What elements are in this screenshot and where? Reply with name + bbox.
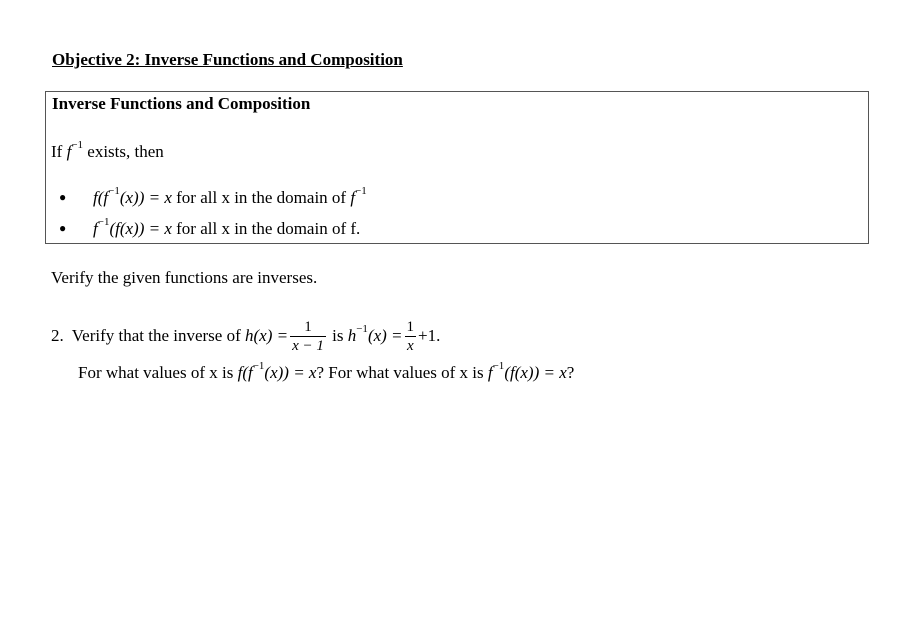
intro-fn: f: [66, 142, 72, 161]
question-part1: For what values of x is: [78, 363, 238, 382]
rule2-expr-right: (f(x)) = x: [109, 219, 172, 238]
box-title: Inverse Functions and Composition: [52, 94, 311, 113]
rule1-expr-left: f(f: [93, 188, 109, 207]
question-expr2-right: (f(x)) = x: [504, 363, 567, 382]
bullet-icon: ●: [59, 190, 67, 204]
hinv-fraction: [405, 320, 417, 354]
hinv-sup: −1: [356, 322, 368, 335]
question-expr2-left: f: [487, 363, 493, 382]
question-expr2-sup: −1: [492, 360, 505, 372]
rule2-expr-left: f: [93, 219, 98, 238]
question-expr1-left: f(f: [237, 363, 253, 382]
is-text: is: [327, 325, 348, 345]
h-fraction: [290, 320, 326, 354]
rule1-text: for all x in the domain of: [171, 188, 351, 207]
rule1-domain-sup: −1: [355, 185, 367, 197]
h-expr: h(x) =: [245, 325, 289, 345]
verify-heading: Verify the given functions are inverses.: [51, 268, 318, 287]
hinv-left: h: [347, 325, 357, 345]
rule1-expr-sup: −1: [108, 185, 120, 197]
intro-if: If: [51, 142, 63, 161]
problem-lead: Verify that the inverse of: [71, 325, 245, 345]
hinv-tail: +1.: [418, 325, 441, 345]
rule-1: [93, 185, 367, 208]
rule-2: [93, 216, 360, 239]
h-denominator: x − 1: [292, 338, 324, 354]
problem-number: 2.: [51, 325, 64, 345]
objective-title: Objective 2: Inverse Functions and Composition: [52, 50, 403, 69]
problem-question: [78, 360, 574, 383]
rule2-text: for all x in the domain of f.: [171, 219, 361, 238]
question-expr1-right: (x)) = x: [264, 363, 317, 382]
hinv-numerator: 1: [406, 319, 415, 335]
definition-intro: [51, 139, 164, 162]
rule2-expr-sup: −1: [97, 216, 110, 228]
question-expr1-sup: −1: [252, 360, 265, 372]
intro-sup: −1: [71, 139, 84, 151]
question-part3: ?: [566, 363, 575, 382]
hinv-right: (x) =: [367, 325, 403, 345]
rule1-expr-right: (x)) = x: [119, 188, 172, 207]
h-numerator: 1: [290, 320, 326, 337]
question-part2: ? For what values of x is: [316, 363, 488, 382]
rule1-domain-fn: f: [350, 188, 356, 207]
hinv-denominator: x: [406, 338, 414, 354]
bullet-icon: ●: [59, 221, 67, 235]
intro-rest: exists, then: [83, 142, 164, 161]
problem-2: [51, 320, 440, 354]
